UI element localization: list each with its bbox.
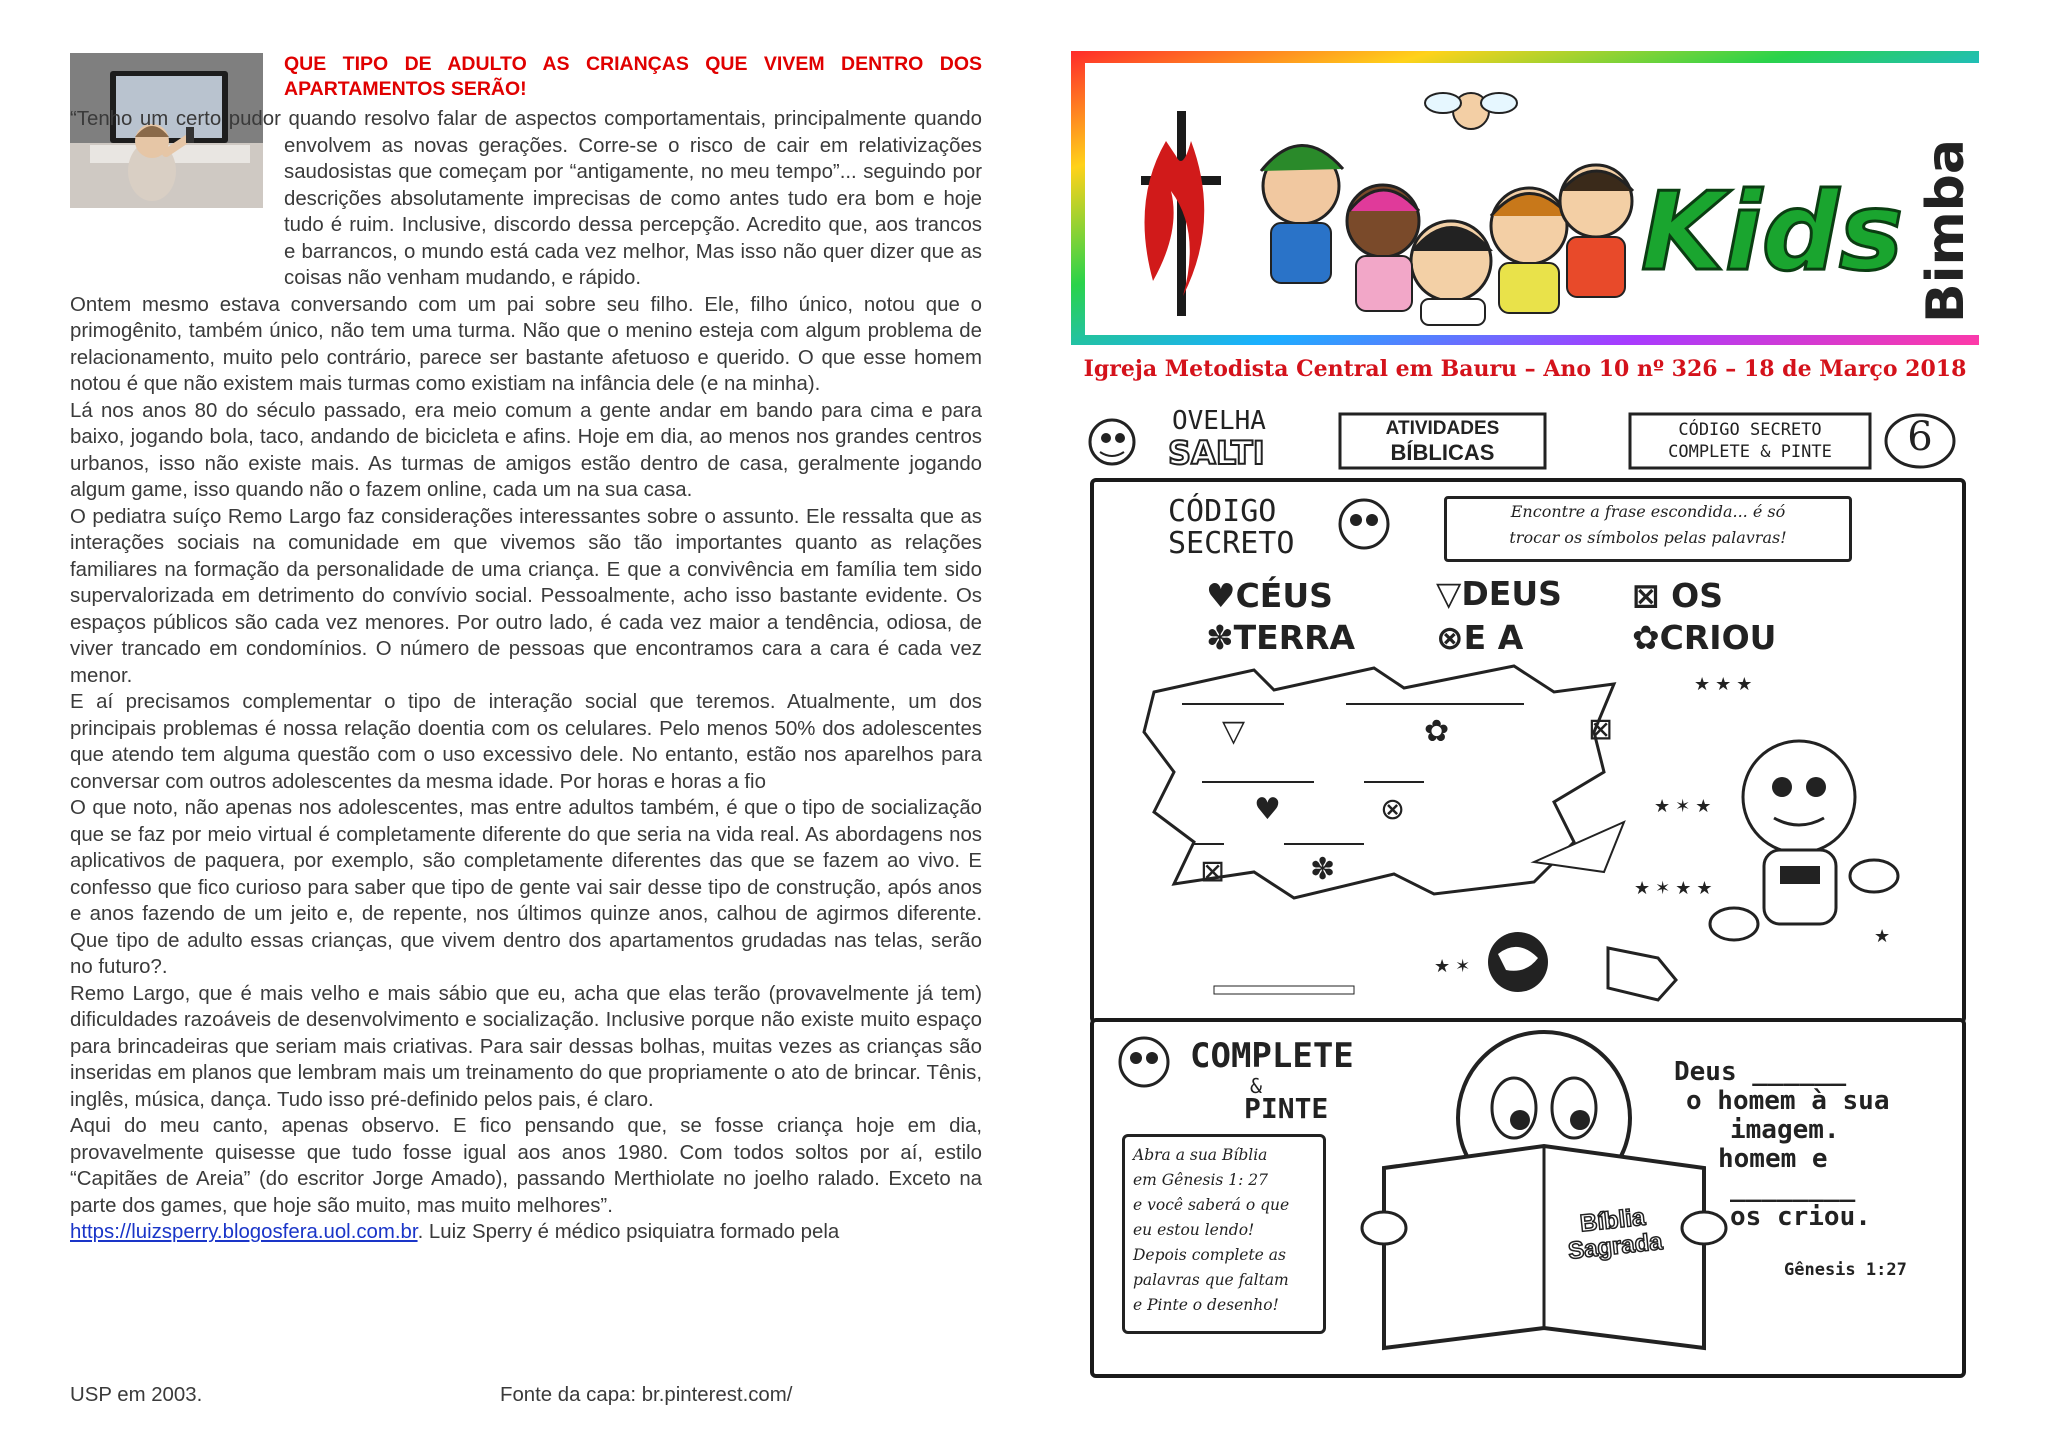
legend-item (1206, 618, 1355, 657)
bubble-line: Abra a sua Bíblia (1133, 1146, 1268, 1164)
bubble-line: Depois complete as (1133, 1246, 1286, 1264)
secret-bubble-line: trocar os símbolos pelas palavras! (1509, 528, 1787, 547)
atividades-label: ATIVIDADES (1385, 418, 1500, 439)
legend-item (1206, 576, 1333, 615)
svg-text:★ ★ ★: ★ ★ ★ (1694, 674, 1753, 694)
kids-banner (1071, 51, 1979, 345)
article-paragraph: “Tenho um certo pudor quando resolvo falar de aspectos comportamentais, principalmente quando envolvem as novas gerações. Corre-se o risco de cair em relativizações saudosistas que começam por “antigamente, no meu tempo”... seguindo por descrições absolutamente imprecisas de como antes tudo era bom e hoje tudo é ruim. Inclusive, discordo dessa percepção. Acredito que, aos trancos e barrancos, o mundo está cada vez melhor, Mas isso não quer dizer que as coisas não venham mudando, e rápido. (70, 108, 982, 289)
secret-code-title (1168, 496, 1294, 560)
article-paragraph: Lá nos anos 80 do século passado, era meio comum a gente andar em bando para cima e para baixo, jogando bola, taco, andando de bicicleta e afins. Hoje em dia, ao menos nos grandes centros urbanos, isso não existe mais. As turmas de amigos estão dentro de casa, geralmente jogando algum game, isso quando não o fazem online, cada um na sua casa. (70, 399, 982, 501)
article-paragraph: O pediatra suíço Remo Largo faz considerações interessantes sobre o assunto. Ele ressalta que as interações sociais na comunidade em que vivemos são tão importantes quanto as relações familiares na formação da personalidade de uma criança. E que a convivência em família tem sido supervalorizada em detrimento do convívio social. Pessoalmente, acho isso bastante evidente. Os espaços públicos são cada vez menores. Por outro lado, é cada vez maior a tendência, odiosa, de viver trancado em condomínios. O número de pessoas que encontramos cara a cara é cada vez menor. (70, 505, 982, 687)
activity-header (1072, 400, 1972, 480)
legend-item (1632, 576, 1723, 615)
complete-title: COMPLETE (1190, 1036, 1354, 1076)
secret-title-2: SECRETO (1168, 526, 1295, 561)
verse-line: ________ (1730, 1173, 1856, 1203)
legend-word: TERRA (1233, 618, 1356, 657)
sheep-face-icon (1104, 1032, 1184, 1092)
legend-word: OS (1671, 576, 1723, 615)
verse-line: os criou. (1730, 1202, 1871, 1232)
legend-word: E A (1463, 618, 1524, 657)
triangle-icon: ▽ (1436, 574, 1462, 613)
gear-flower-icon: ✿ (1632, 618, 1660, 657)
boxed-x-icon: ⊠ (1632, 576, 1660, 615)
author-link[interactable]: https://luizsperry.blogosfera.uol.com.br (70, 1221, 418, 1243)
bubble-line: e Pinte o desenho! (1133, 1296, 1279, 1314)
verse-line: o homem à sua (1686, 1086, 1890, 1116)
article-paragraph: O que noto, não apenas nos adolescentes, mas entre adultos também, é que o tipo de socialização que se faz por meio virtual é completamente diferente do que seria na vida real. As abordagens nos aplicativos de paquera, por exemplo, são completamente diferentes das que se fazem ao vivo. E confesso que fico curioso para saber que tipo de gente vai sair desse tipo de construção, após anos e anos fazendo de um jeito e, de repente, nos últimos quinze anos, calhou de agirmos diferente. Que tipo de adulto essas crianças, que vivem dentro dos apartamentos grudadas nas telas, serão no futuro?. (70, 797, 982, 978)
article-paragraph: Aqui do meu canto, apenas observo. E fico pensando que, se fosse criança hoje em dia, provavelmente quisesse que tudo fosse igual aos anos 1980. Com todos soltos por aí, estilo “Capitães de Areia” (do escritor Jorge Amado), passando Merthiolate no joelho ralado. Exceto na parte dos games, que hoje são muito, mas muito melhores”. (70, 1115, 982, 1217)
bubble-line: e você saberá o que (1133, 1196, 1290, 1214)
cover-source: Fonte da capa: br.pinterest.com/ (500, 1384, 793, 1406)
author-note: . Luiz Sperry é médico psiquiatra formado pela (417, 1221, 840, 1243)
legend-item (1436, 574, 1562, 613)
bubble-line: eu estou lendo! (1133, 1221, 1255, 1239)
puzzle-symbol: ✿ (1424, 714, 1450, 749)
secret-bubble (1444, 496, 1852, 562)
svg-text:★ ✶ ★: ★ ✶ ★ (1654, 796, 1712, 816)
puzzle-symbol: ⊗ (1380, 792, 1406, 827)
puzzle-symbol: ⊠ (1588, 712, 1614, 747)
heart-icon: ♥ (1206, 576, 1236, 615)
legend-word: CÉUS (1235, 576, 1333, 615)
secret-title-1: CÓDIGO (1168, 494, 1277, 529)
secret-bubble-line: Encontre a frase escondida... é só (1510, 502, 1786, 521)
flower-icon: ✽ (1206, 618, 1234, 657)
article-footer (70, 1219, 982, 1246)
codigo-secreto-label: CÓDIGO SECRETO (1678, 420, 1822, 440)
issue-line: Igreja Metodista Central em Bauru – Ano 10 nº 326 – 18 de Março 2018 (1083, 356, 1967, 382)
salti-label: SALTI (1168, 434, 1265, 472)
book-title-line: Sagrada (1566, 1228, 1664, 1265)
legend-word: CRIOU (1659, 618, 1777, 657)
puzzle-symbol: ▽ (1222, 714, 1246, 749)
puzzle-symbols (1134, 662, 1954, 1002)
verse-line: Deus ______ (1674, 1057, 1847, 1087)
legend-item (1632, 618, 1776, 657)
kids-word: Kids (1641, 170, 1904, 295)
puzzle-symbol: ⊠ (1200, 854, 1226, 889)
pinte-title: PINTE (1244, 1092, 1329, 1125)
article-title: QUE TIPO DE ADULTO AS CRIANÇAS QUE VIVEM DENTRO DOS APARTAMENTOS SERÃO! (284, 53, 982, 100)
verse-line: homem e (1718, 1144, 1828, 1174)
ovelha-label: OVELHA (1172, 406, 1266, 436)
puzzle-symbol: ✽ (1310, 852, 1336, 887)
bubble-line: em Gênesis 1: 27 (1133, 1171, 1269, 1189)
bubble-line: palavras que faltam (1133, 1271, 1289, 1289)
article-paragraph: E aí precisamos complementar o tipo de interação social que teremos. Atualmente, um dos principais problemas é nossa relação doentia com os celulares. Pelo menos 50% dos adolescentes que atendo tem alguma questão com o uso excessivo dele. No entanto, estão nos aparelhos para conversar com outros adolescentes da mesma idade. Por horas e horas a fio (70, 691, 982, 793)
verse-line: imagem. (1730, 1115, 1840, 1145)
book-title-line: Bíblia (1578, 1203, 1647, 1238)
bimba-word: Bimba (1916, 139, 1976, 323)
article-paragraph: Remo Largo, que é mais velho e mais sábio que eu, acha que elas terão (provavelmente já tem) dificuldades razoáveis de desenvolvimento e socialização. Inclusive porque não existe muito espaço para brincadeiras que seriam mais criativas. Para sair dessas bolhas, muitas vezes as crianças são inseridas em planos que lembram mais um treinamento do que propriamente o ato de brincar. Tênis, inglês, música, dança. Tudo isso pré-definido pelos pais, é claro. (70, 982, 982, 1111)
sheep-face-icon (1324, 494, 1414, 554)
legend-word: DEUS (1461, 574, 1562, 613)
svg-text:★: ★ (1874, 926, 1891, 946)
complete-amp: & (1250, 1074, 1263, 1098)
svg-text:★ ✶: ★ ✶ (1434, 956, 1471, 976)
legend-item (1436, 618, 1523, 657)
complete-bubble (1122, 1134, 1326, 1334)
footer-line (70, 1382, 982, 1408)
verse-text (1674, 1058, 1954, 1232)
article-paragraph: Ontem mesmo estava conversando com um pai sobre seu filho. Ele, filho único, notou que o primogênito, também único, não tem uma turma. Não que o menino esteja com algum problema de relacionamento, muito pelo contrário, parece ser bastante afetuoso e querido. O que esse homem notou é que não existem mais turmas como existiam na infância dele (e na minha). (70, 293, 982, 395)
secret-code-panel (1090, 478, 1966, 1024)
complete-panel (1090, 1018, 1966, 1378)
activity-number: 6 (1907, 414, 1933, 460)
svg-text:★ ✶ ★ ★: ★ ✶ ★ ★ (1634, 878, 1713, 898)
author-note-continued: USP em 2003. (70, 1384, 203, 1406)
complete-pinte-label: COMPLETE & PINTE (1668, 442, 1832, 462)
article-body (70, 106, 982, 1246)
biblicas-label: BÍBLICAS (1390, 440, 1495, 465)
circle-x-icon: ⊗ (1436, 618, 1464, 657)
verse-reference: Gênesis 1:27 (1784, 1260, 1907, 1280)
puzzle-symbol: ♥ (1254, 792, 1281, 827)
